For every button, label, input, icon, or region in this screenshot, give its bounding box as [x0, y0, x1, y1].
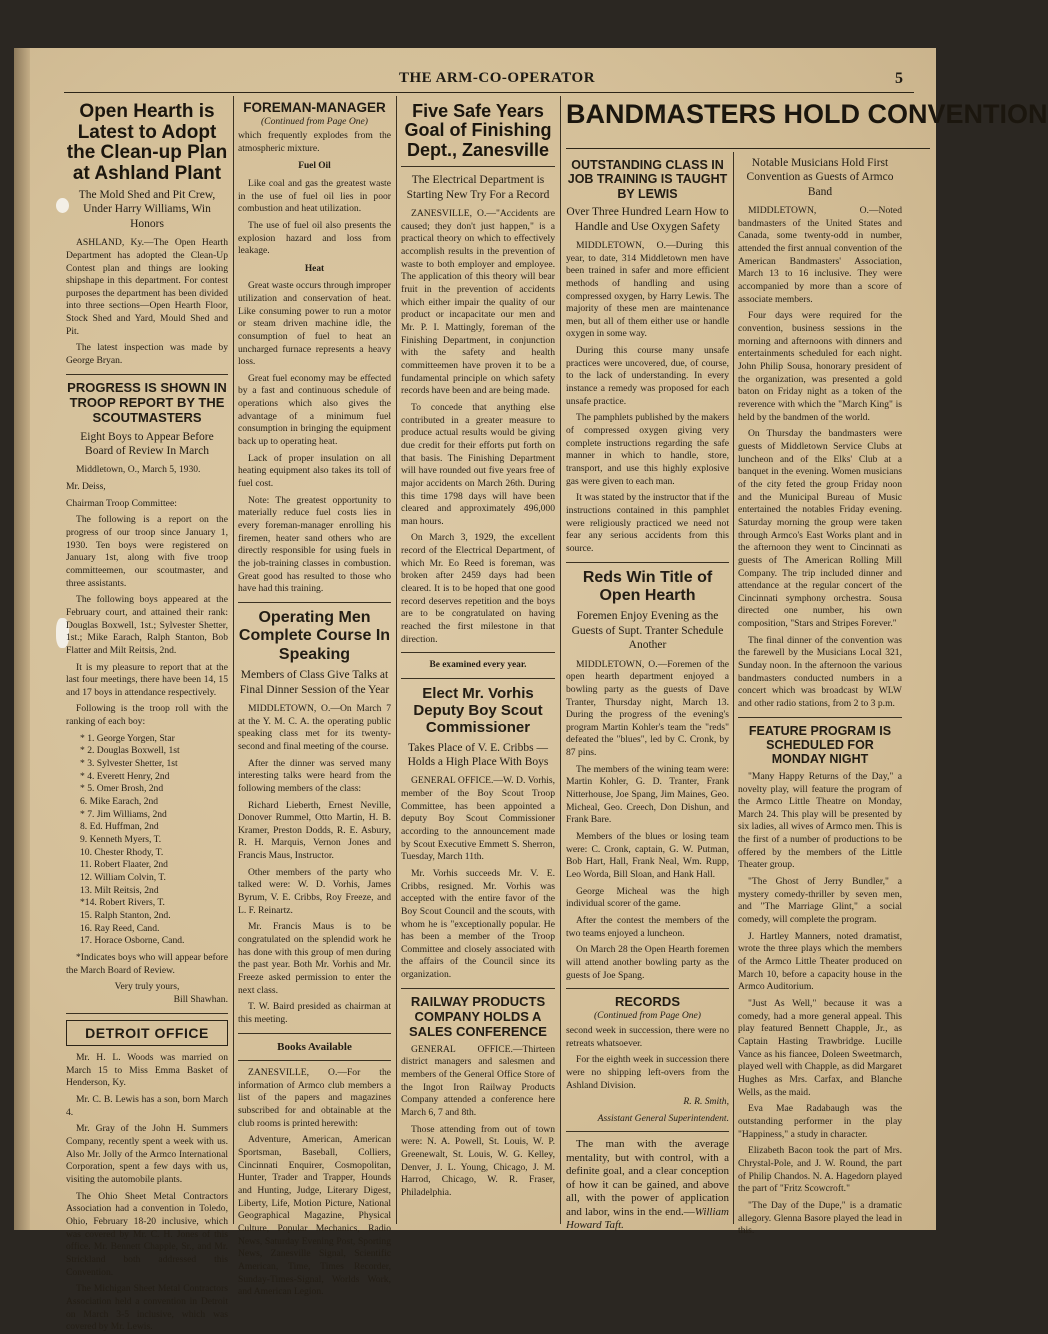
list-item: * 2. Douglas Boxwell, 1st — [80, 745, 180, 757]
list-item: *14. Robert Rivers, T. — [80, 897, 165, 909]
paragraph: The use of fuel oil also presents the explosion hazard and loss from leakage. — [238, 219, 391, 257]
paragraph: "Many Happy Returns of the Day," a novelty play, will feature the program of the Armco Little Theatre on Monday, March 24. This play will be presented by six ladies, all wives of Armco men. This is the first of a number of productions to be offered by the members of the Little Theater group. — [738, 770, 902, 871]
column-3 — [401, 98, 555, 1224]
divider — [401, 988, 555, 989]
banner-rule — [566, 148, 930, 149]
paragraph: "The Day of the Dupe," is a dramatic allegory. Glenna Basore played the lead in this. — [738, 1199, 902, 1237]
divider — [238, 1060, 391, 1061]
divider — [66, 374, 228, 375]
quote-text: The man with the average mentality, but with control, with a definite goal, and a clear conception of how it can be gained, and above all, with the power of application and labor, wins in the end.— — [566, 1138, 729, 1218]
list-item: 8. Ed. Huffman, 2nd — [80, 821, 159, 833]
paragraph: Mr. C. B. Lewis has a son, born March 4. — [66, 1094, 228, 1118]
divider — [238, 602, 391, 603]
paragraph: GENERAL OFFICE.—Thirteen district managers and salesmen and members of the General Office Store of the Ingot Iron Railway Products Company attended a conference here March 6, 7 and 8th. — [401, 1043, 555, 1118]
paragraph: The pamphlets published by the makers of compressed oxygen giving very complete instructions regarding the safe manner in which to handle, store, transport, and use this highly explosive gas were given to each man. — [566, 412, 729, 487]
signature-title: Assistant General Superintendent. — [597, 1112, 729, 1124]
continued-note: (Continued from Page One) — [260, 115, 369, 127]
closing: Very truly yours, — [114, 981, 180, 993]
troop-roll — [80, 733, 228, 948]
banner-bandmasters: BANDMASTERS HOLD CONVENTION — [566, 99, 1048, 129]
quote-taft — [566, 1138, 729, 1232]
paragraph: Great waste occurs through improper utilization and conservation of heat. Like consuming power to run a motor or steam driven machine idle, the consumption of fuel to heat an uncharged furnace represents a heavy loss. — [238, 280, 391, 368]
paragraph: The Ohio Sheet Metal Contractors Association had a convention in Toledo, Ohio, February 18-20 inclusive, which was covered by Mr. C. H. Jones of this office. Mr. Bennett Chapple, Sr., and Mr. Strickland both addressed this Convention. — [66, 1190, 228, 1278]
section-head-fuel-oil: Fuel Oil — [298, 161, 331, 172]
list-item: * 1. George Yorgen, Star — [80, 732, 175, 744]
paragraph: Lack of proper insulation on all heating equipment also takes its toll of fuel cost. — [238, 452, 391, 490]
paragraph: It is my pleasure to report that at the last four meetings, there have been 14, 15 and 17 boys in attendance respectively. — [66, 661, 228, 698]
paragraph: Members of the blues or losing team were: C. Cronk, captain, G. W. Putman, Bob Hart, Hall, Frank Neal, Wm. Rupp, Leo Worda, Bill Sloan, and Hank Hall. — [566, 831, 729, 881]
paragraph: Mr. Francis Maus is to be congratulated on the splendid work he has done with this group of men during the past year. Both Mr. Vorhis and Mr. Freeze asked permission to enter the next class. — [238, 921, 391, 996]
divider — [401, 652, 555, 653]
paragraph: ASHLAND, Ky.—The Open Hearth Department has adopted the Clean-Up Contest plan and things are looking shipshape in this department. For contest purposes the department has been divided into three sections—Open Hearth Floor, Stock Shed and Yard, Mould Shed and Pit. — [66, 237, 228, 337]
divider — [238, 1033, 391, 1034]
divider — [401, 678, 555, 679]
paragraph: T. W. Baird presided as chairman at this meeting. — [238, 1001, 391, 1025]
headline-railway-products: RAILWAY PRODUCTS COMPANY HOLDS A SALES CONFERENCE — [409, 993, 547, 1039]
subhead-class-talks: Members of Class Give Talks at Final Dinner Session of the Year — [239, 669, 390, 696]
paragraph: Mr. Gray of the John H. Summers Company, recently spent a week with us. Also Mr. Jolly of the Armco International Corporation, spent a few days with us, visiting the automobile plants. — [66, 1123, 228, 1185]
column-1 — [66, 98, 228, 1333]
divider — [566, 988, 729, 989]
headline-feature-program: FEATURE PROGRAM IS SCHEDULED FOR MONDAY NIGHT — [748, 723, 892, 767]
list-item: * 5. Omer Brosh, 2nd — [80, 783, 164, 795]
paragraph: Four days were required for the convention, business sessions in the morning and afternoons with dinners and entertainments scheduled for each night. John Philip Sousa, honorary president of the organization, was presented a gold baton on Friday night as a token of the reverence with which the "March King" is held by the bandmen of the world. — [738, 310, 902, 423]
subhead-oxygen: Over Three Hundred Learn How to Handle and Use Oxygen Safety — [566, 206, 729, 233]
paragraph: second week in succession, there were no retreats whatsoever. — [566, 1024, 729, 1049]
paragraph: J. Hartley Manners, noted dramatist, wrote the three plays which the members of the Armco Little Theater produced on March 10, before a capacity house in the Armco Auditorium. — [738, 930, 902, 993]
masthead: THE ARM-CO-OPERATOR — [399, 70, 596, 86]
subhead-mold-shed: The Mold Shed and Pit Crew, Under Harry Williams, Win Honors — [78, 189, 216, 230]
paragraph: On March 3, 1929, the excellent record of the Electrical Department, of which Mr. Eo Reed is foreman, was broken after 2459 days had been cleared. It is to be hoped that one good record deserves repetition and the boys are to be congratulated on having reached the first milestone in that direction. — [401, 532, 555, 645]
paragraph: MIDDLETOWN, O.—Noted bandmasters of the United States and Canada, some twenty-odd in number, attended the first annual convention of the American Bandmasters' Association, March 13 to 16 inclusive. They were accompanied by more than a score of associate members. — [738, 205, 902, 305]
signature: Bill Shawhan. — [173, 993, 228, 1005]
paragraph: After the dinner was served many interesting talks were heard from the following members of the class: — [238, 757, 391, 794]
paragraph: Great fuel economy may be effected by a fast and continuous schedule of operations which also gives the advantage of a minimum fuel consumption in bringing the equipment back up to operating heat. — [238, 372, 391, 448]
headline-operating-men: Operating Men Complete Course In Speaking — [238, 608, 391, 663]
paragraph: After the contest the members of the two teams enjoyed a luncheon. — [566, 915, 729, 939]
list-item: 15. Ralph Stanton, 2nd. — [80, 909, 171, 921]
paragraph: During this course many unsafe practices were uncovered, due, of course, to the lack of understanding. In every instance a remedy was proposed for each unsafe practice. — [566, 345, 729, 407]
divider — [401, 166, 555, 167]
paragraph: MIDDLETOWN, O.—On March 7 at the Y. M. C. A. the operating public speaking class met for its twenty-second and final meeting of the course. — [238, 702, 391, 752]
paragraph: The final dinner of the convention was the farewell by the Musicians Local 321, Sunday noon. In the afternoon the various bandmasters conducted numbers in a concert which was broadcast by WLW and other radio stations, from 2 to 3 p.m. — [738, 634, 902, 710]
paragraph: MIDDLETOWN, O.—Foremen of the open hearth department enjoyed a bowling party as the guests of Dave Tranter, Thursday night, March 13. During the progress of the evening's program Martin Kohler's team the "reds" defeated the "blues", led by C. Cronk, by 87 pins. — [566, 658, 729, 759]
subhead-foremen-enjoy: Foremen Enjoy Evening as the Guests of Supt. Tranter Schedule Another — [571, 610, 724, 652]
column-2 — [238, 98, 391, 1298]
subhead-electrical-dept: The Electrical Department is Starting New Try For a Record — [406, 174, 550, 201]
column-rule — [233, 96, 234, 1224]
column-rule — [560, 96, 561, 1224]
list-item: * 3. Sylvester Shetter, 1st — [80, 758, 178, 770]
list-item: * 4. Everett Henry, 2nd — [80, 770, 170, 782]
subhead-notable-musicians: Notable Musicians Hold First Convention as Guests of Armco Band — [746, 157, 894, 198]
column-rule — [733, 152, 734, 1224]
paragraph: MIDDLETOWN, O.—During this year, to date, 314 Middletown men have been trained in safer and more efficient methods of handling and using compressed oxygen, by Harry Lewis. The majority of these men are maintenance men, but all of them either use or handle oxygen in some way. — [566, 239, 729, 340]
paragraph: Other members of the party who talked were: W. D. Vorhis, James Byrum, V. E. Cribbs, Roy Freeze, and L. F. Reinartz. — [238, 866, 391, 916]
headline-troop-report: PROGRESS IS SHOWN IN TROOP REPORT BY THE SCOUTMASTERS — [67, 379, 227, 425]
headline-reds-win: Reds Win Title of Open Hearth — [582, 568, 713, 605]
list-item: * 7. Jim Williams, 2nd — [80, 808, 167, 820]
paragraph: Elizabeth Bacon took the part of Mrs. Chrystal-Pole, and J. W. Round, the part of Philip Chandos. N. A. Hagedorn played the part of "Fritz Scowcroft." — [738, 1145, 902, 1195]
paragraph: On Thursday the bandmasters were guests of Middletown Service Clubs at luncheon and of the Elks' Club at a banquet in the evening. Women musicians of the city feted the group Friday noon and the Municipal Bureau of Music entertained the notables Friday evening. Saturday morning the group were taken through Armco's East Works plant and in the afternoon they went to Cincinnati as guests of The American Rolling Mill Company. The trip included dinner and attendance at the regular concert of the Cincinnati symphony orchestra. Sousa directed one number, his own composition, "Stars and Stripes Forever." — [738, 428, 902, 630]
paragraph: For the eighth week in succession there were no shipping left-overs from the Ashland Division. — [566, 1054, 729, 1091]
paragraph: which frequently explodes from the atmospheric mixture. — [238, 130, 391, 154]
column-4 — [566, 152, 729, 1231]
list-item: 10. Chester Rhody, T. — [80, 846, 164, 858]
paragraph: Mr. Vorhis succeeds Mr. V. E. Cribbs, resigned. Mr. Vorhis was accepted with the entire favor of the Boy Scout Council and the scouts, with whom he is "exceptionally popular. He has been a member of the Troop Committee and closely associated with the affairs of the Council since its organization. — [401, 867, 555, 981]
paragraph: Chairman Troop Committee: — [66, 497, 177, 509]
newspaper-page — [14, 48, 1048, 1333]
divider — [566, 1131, 729, 1132]
divider — [66, 1013, 228, 1014]
paragraph: GENERAL OFFICE.—W. D. Vorhis, member of the Boy Scout Troop Committee, has been appointed a deputy Boy Scout Commissioner according to the announcement made by Scout Executive Emmett S. Sherron, Tuesday, March 11th. — [401, 775, 555, 863]
paragraph: The members of the wining team were: Martin Kohler, G. D. Tranter, Frank Nitterhouse, Joe Spang, Jim Maines, Geo. Micheal, Geo. Creech, Don Dishun, and Frank Bare. — [566, 763, 729, 826]
paragraph: The Michigan Sheet Metal Contractors Association held a convention in Detroit on March 3-5 inclusive, which was covered by Mr. Lewis. — [66, 1283, 228, 1333]
list-item: 9. Kenneth Myers, T. — [80, 834, 162, 846]
list-item: 13. Milt Reitsis, 2nd — [80, 884, 159, 896]
section-head-heat: Heat — [304, 263, 325, 274]
masthead-rule — [64, 92, 914, 93]
paragraph: On March 28 the Open Hearth foremen will attend another bowling party as the guests of Joe Spang. — [566, 944, 729, 981]
paragraph: Following is the troop roll with the ranking of each boy: — [66, 703, 228, 728]
paragraph: *Indicates boys who will appear before the March Board of Review. — [66, 951, 228, 976]
paragraph: "Just As Well," because it was a comedy, had a more general appeal. This play featured Bennett Chapple, Jr., as Captain Hasting Trawbridge. Lucille Vance as his fiancee, Doleen Sweetmarch, played well with Chapple, as did Margaret Hughes as Mrs. Carfax, and Blanche Wells, as the maid. — [738, 998, 902, 1098]
column-5 — [738, 152, 902, 1237]
paragraph: Richard Lieberth, Ernest Neville, Donover Rummel, Otto Martin, H. B. Kramer, Preston Dodds, R. E. Asbury, R. H. Marquis, Vernon Jones and Francis Maus, Instructor. — [238, 799, 391, 862]
list-item: 16. Ray Reed, Cand. — [80, 922, 160, 934]
paragraph: Mr. H. L. Woods was married on March 15 to Miss Emma Basket of Henderson, Ky. — [66, 1052, 228, 1089]
headline-open-hearth: Open Hearth is Latest to Adopt the Clean-up Plan at Ashland Plant — [66, 101, 228, 184]
continued-note: (Continued from Page One) — [593, 1010, 702, 1022]
page-binding — [14, 48, 30, 1230]
paragraph: Adventure, American, American Sportsman, Baseball, Colliers, Cincinnati Enquirer, Cosmopolitan, Hunter, Trader and Trapper, Hounds and Hunting, Judge, Literary Digest, Liberty, Life, Motion Picture, National Geographical Magazine, Physical Culture, Popular Mechanics, Radio News, Saturday Evening Post, Sporting News, Zanesville Signal, Scientific American, Time, Times Recorder, Sunday-Times-Signal, Worlds Work, and American Legion. — [238, 1134, 391, 1298]
headline-foreman-manager: FOREMAN-MANAGER — [243, 100, 386, 115]
list-item: 11. Robert Flaater, 2nd — [80, 859, 168, 871]
paragraph: ZANESVILLE, O.—"Accidents are caused; they don't just happen," is a practical theory on which to effectively accomplish results in the prevention of waste to both employer and employee. The application of this theory will bear fruit in the prevention of accidents which either impair the quality of our product or incapacitate our men and Mr. P. I. Mattingly, foreman of the Finishing Department, in conjunction with the safety and health committeemen have proven it to be a fundamental principle on which safety records have been and are being made. — [401, 208, 555, 397]
headline-books-available: Books Available — [277, 1040, 352, 1053]
motto: Be examined every year. — [429, 660, 527, 671]
divider — [566, 562, 729, 563]
subhead-cribbs: Takes Place of V. E. Cribbs —Holds a High Place With Boys — [407, 741, 549, 768]
headline-records: RECORDS — [614, 994, 680, 1010]
paragraph: Those attending from out of town were: N. A. Powell, St. Louis, W. P. Greenewalt, St. Louis, W. G. Kelley, Denver, J. L. Young, Chicago, J. M. Harrod, Chicago, W. R. Fraser, Philadelphia. — [401, 1123, 555, 1198]
paragraph: To concede that anything else contributed in a greater measure to produce actual results would be giving due credit for their efforts put forth on that basis. The Finishing Department will have rounded out five years free of major accidents on March 26th. During this time 1798 days will have been cleared and approximately 496,000 man hours. — [401, 401, 555, 527]
column-rule — [396, 96, 397, 1224]
headline-elect-vorhis: Elect Mr. Vorhis Deputy Boy Scout Commissioner — [413, 684, 543, 737]
paragraph: The following is a report on the progress of our troop since January 1, 1930. Ten boys were registered on January 1st, along with five troop committeemen, our scoutmaster, and three assistants. — [66, 514, 228, 589]
list-item: 17. Horace Osborne, Cand. — [80, 935, 185, 947]
list-item: 6. Mike Earach, 2nd — [80, 796, 159, 808]
paragraph: Mr. Deiss, — [66, 480, 106, 492]
paragraph: George Micheal was the high individual scorer of the game. — [566, 885, 729, 910]
paragraph: It was stated by the instructor that if the instructions contained in this pamphlet were religiously practiced we need not fear any serious accidents from this source. — [566, 492, 729, 554]
page-number: 5 — [895, 70, 903, 87]
list-item: 12. William Colvin, T. — [80, 872, 166, 883]
paragraph: Like coal and gas the greatest waste in the use of fuel oil lies in poor combustion and heat utilization. — [238, 177, 391, 215]
divider — [738, 717, 902, 718]
headline-outstanding-class: OUTSTANDING CLASS IN JOB TRAINING IS TAUGHT BY LEWIS — [567, 158, 728, 201]
paragraph: The following boys appeared at the February court, and attained their rank: Douglas Boxwell, 1st.; Sylvester Shetter, 1st.; Mike Earach, Ralph Stanton, Bob Flatter and Milt Reitsis, 2nd. — [66, 594, 228, 656]
detroit-office-box: DETROIT OFFICE — [66, 1020, 228, 1046]
quote-author: William Howard Taft. — [566, 1205, 729, 1231]
signature-smith: R. R. Smith, — [683, 1096, 729, 1108]
paragraph: Eva Mae Radabaugh was the outstanding performer in the play "Happiness," a study in character. — [738, 1103, 902, 1140]
paragraph: ZANESVILLE, O.—For the information of Armco club members a list of the papers and magazines subscribed for and obtainable at the club rooms is printed herewith: — [238, 1067, 391, 1129]
paragraph: The latest inspection was made by George Bryan. — [66, 342, 228, 367]
paragraph: "The Ghost of Jerry Bundler," a mystery comedy-thriller by seven men, and "The Marriage Glint," a social comedy, will complete the program. — [738, 876, 902, 926]
paragraph: Note: The greatest opportunity to materially reduce fuel costs lies in every foreman-manager enrolling his firemen, heater sand others who are directly responsible for using fuels in the job-training classes in combustion. Great good has resulted to those who have had this training. — [238, 494, 391, 595]
paragraph: Middletown, O., March 5, 1930. — [76, 464, 201, 476]
headline-five-safe-years: Five Safe Years Goal of Finishing Dept., Zanesville — [404, 101, 552, 160]
subhead-board-review: Eight Boys to Appear Before Board of Review In March — [80, 430, 214, 457]
